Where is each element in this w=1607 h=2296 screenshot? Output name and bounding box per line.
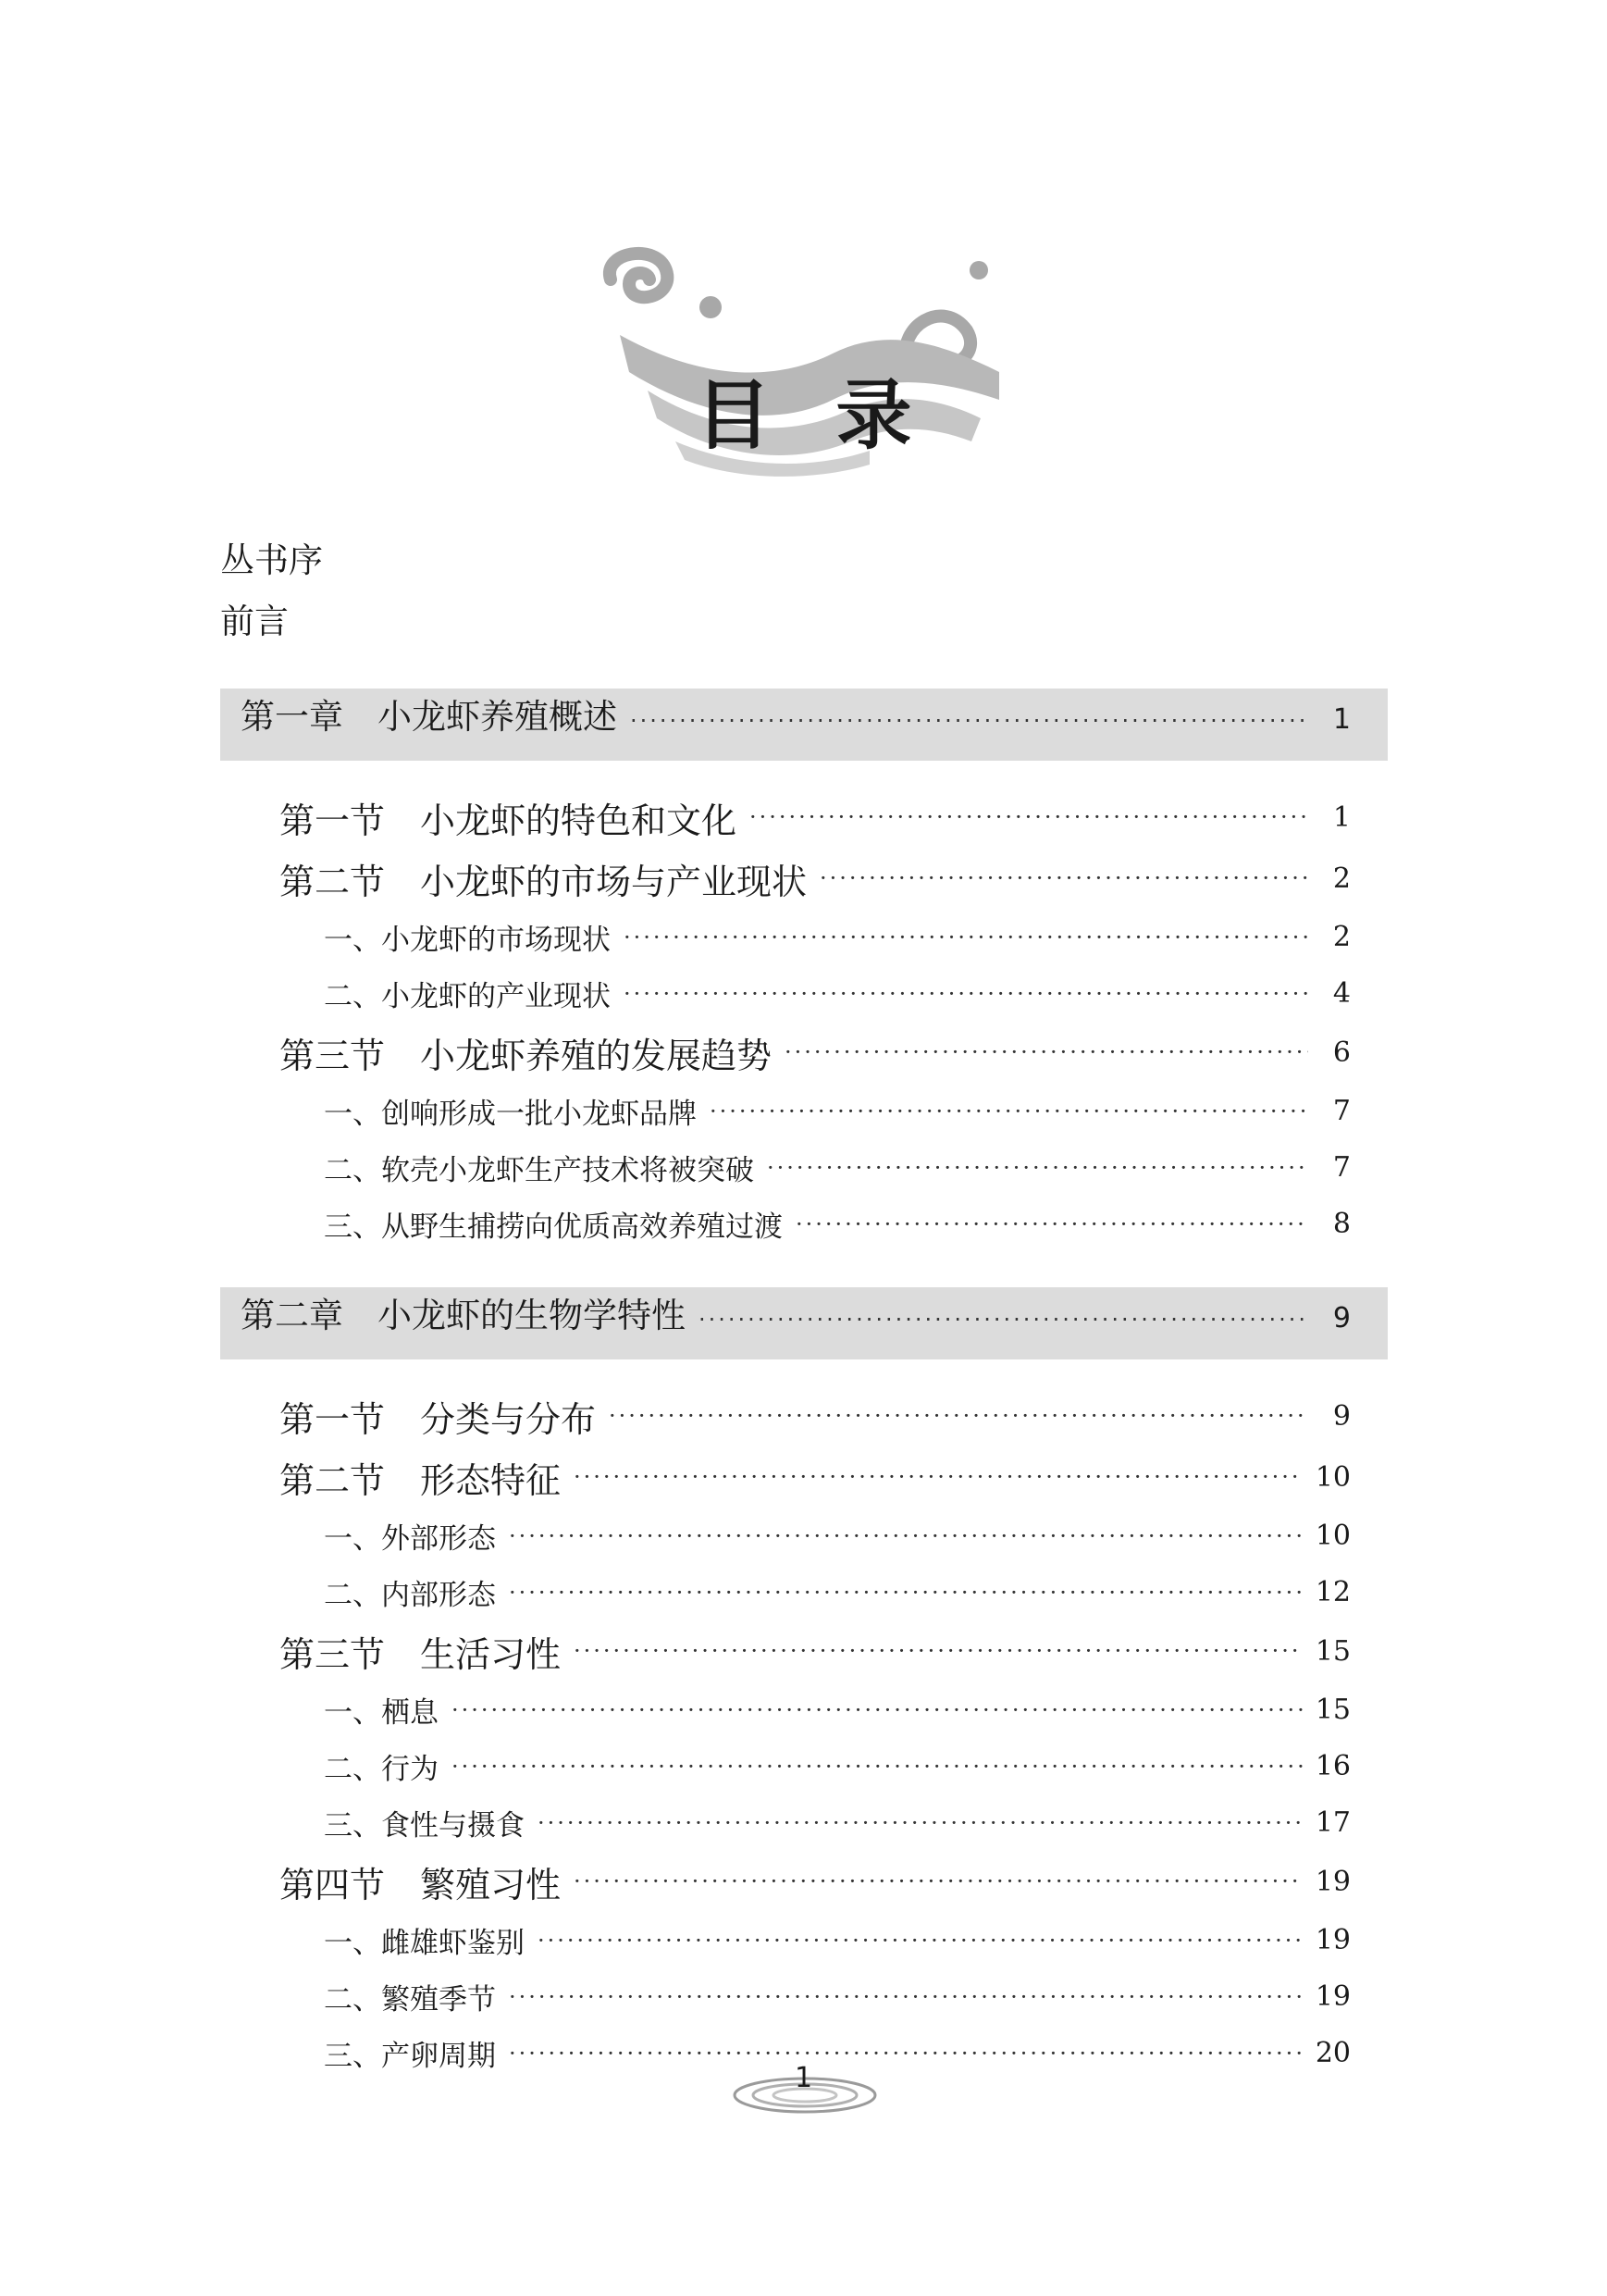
section-label: 第一节 分类与分布 <box>279 1398 597 1440</box>
page-number: 20 <box>1315 2037 1351 2069</box>
subsection-label: 一、外部形态 <box>324 1522 496 1556</box>
subsection-label: 一、栖息 <box>324 1696 439 1730</box>
page-number: 19 <box>1315 1924 1351 1956</box>
subsection-label: 一、雌雄虾鉴别 <box>324 1927 525 1960</box>
toc-subsection[interactable] <box>220 1682 1388 1738</box>
leader-dots <box>767 1155 1308 1181</box>
subsection-label: 三、食性与摄食 <box>324 1809 525 1843</box>
leader-dots <box>624 925 1308 950</box>
subsection-label: 一、小龙虾的市场现状 <box>324 924 611 957</box>
toc-subsection[interactable] <box>220 1139 1388 1196</box>
table-of-contents <box>220 689 1388 2081</box>
page-number: 10 <box>1315 1520 1351 1552</box>
page-number: 7 <box>1332 1151 1351 1184</box>
toc-section[interactable] <box>220 1446 1388 1508</box>
leader-dots <box>624 981 1308 1007</box>
leader-dots <box>609 1403 1308 1429</box>
page-number: 1 <box>1332 800 1351 834</box>
toc-subsection[interactable] <box>220 1968 1388 2025</box>
toc-section[interactable] <box>220 1022 1388 1083</box>
page-number: 17 <box>1315 1806 1351 1839</box>
page-number: 9 <box>1332 1302 1351 1334</box>
toc-section[interactable] <box>220 1851 1388 1912</box>
section-label: 第一节 小龙虾的特色和文化 <box>279 800 737 841</box>
toc-subsection[interactable] <box>220 1508 1388 1564</box>
toc-section[interactable] <box>220 787 1388 848</box>
leader-dots <box>538 1810 1303 1836</box>
subsection-label: 一、创响形成一批小龙虾品牌 <box>324 1098 697 1131</box>
section-label: 第二节 形态特征 <box>279 1459 562 1501</box>
leader-dots <box>509 1523 1303 1549</box>
footer-page-number: 1 <box>794 2062 813 2094</box>
page-number: 15 <box>1315 1634 1351 1668</box>
page-number: 8 <box>1332 1208 1351 1240</box>
section-label: 第三节 小龙虾养殖的发展趋势 <box>279 1035 773 1076</box>
leader-dots <box>538 1928 1303 1954</box>
toc-chapter-1[interactable] <box>220 689 1388 761</box>
toc-chapter-2[interactable] <box>220 1287 1388 1359</box>
page-title: 目录 <box>695 372 977 460</box>
leader-dots <box>698 1307 1308 1333</box>
leader-dots <box>574 1868 1303 1894</box>
leader-dots <box>509 1984 1303 2010</box>
subsection-label: 三、产卵周期 <box>324 2040 496 2073</box>
leader-dots <box>451 1754 1303 1780</box>
subsection-label: 三、从野生捕捞向优质高效养殖过渡 <box>324 1210 783 1244</box>
chapter-label: 第二章 小龙虾的生物学特性 <box>241 1296 686 1335</box>
page-number: 9 <box>1332 1399 1351 1433</box>
front-matter-foreword[interactable]: 前言 <box>220 602 289 641</box>
page-number: 15 <box>1315 1694 1351 1726</box>
chapter-label: 第一章 小龙虾养殖概述 <box>241 697 617 737</box>
toc-subsection[interactable] <box>220 1912 1388 1968</box>
toc-section[interactable] <box>220 1620 1388 1682</box>
toc-subsection[interactable] <box>220 1738 1388 1794</box>
page-number: 7 <box>1332 1095 1351 1127</box>
toc-subsection[interactable] <box>220 1794 1388 1851</box>
page-number: 2 <box>1332 921 1351 953</box>
toc-section[interactable] <box>220 1385 1388 1446</box>
leader-dots <box>574 1464 1303 1490</box>
page-number: 19 <box>1315 1980 1351 2013</box>
page-number: 19 <box>1315 1865 1351 1898</box>
leader-dots <box>749 804 1308 830</box>
leader-dots <box>574 1638 1303 1664</box>
page-number: 1 <box>1332 703 1351 736</box>
subsection-label: 二、内部形态 <box>324 1579 496 1612</box>
toc-subsection[interactable] <box>220 1564 1388 1620</box>
section-label: 第四节 繁殖习性 <box>279 1864 562 1905</box>
page-number: 16 <box>1315 1750 1351 1782</box>
toc-subsection[interactable] <box>220 1196 1388 1252</box>
leader-dots <box>820 865 1308 891</box>
toc-section[interactable] <box>220 848 1388 909</box>
front-matter-preface-series[interactable]: 丛书序 <box>220 540 323 580</box>
leader-dots <box>796 1211 1308 1237</box>
page-number: 4 <box>1332 977 1351 1010</box>
toc-subsection[interactable] <box>220 965 1388 1022</box>
section-label: 第三节 生活习性 <box>279 1633 562 1675</box>
subsection-label: 二、行为 <box>324 1753 439 1786</box>
leader-dots <box>451 1697 1303 1723</box>
page-number: 2 <box>1332 862 1351 895</box>
subsection-label: 二、小龙虾的产业现状 <box>324 980 611 1013</box>
section-label: 第二节 小龙虾的市场与产业现状 <box>279 861 808 902</box>
leader-dots <box>710 1098 1308 1124</box>
toc-subsection[interactable] <box>220 909 1388 965</box>
leader-dots <box>630 708 1308 734</box>
page-number: 10 <box>1315 1460 1351 1494</box>
subsection-label: 二、软壳小龙虾生产技术将被突破 <box>324 1154 754 1187</box>
leader-dots <box>785 1039 1308 1065</box>
leader-dots <box>509 1580 1303 1606</box>
toc-subsection[interactable] <box>220 1083 1388 1139</box>
page-number: 12 <box>1315 1576 1351 1608</box>
subsection-label: 二、繁殖季节 <box>324 1983 496 2017</box>
page-number: 6 <box>1332 1036 1351 1069</box>
